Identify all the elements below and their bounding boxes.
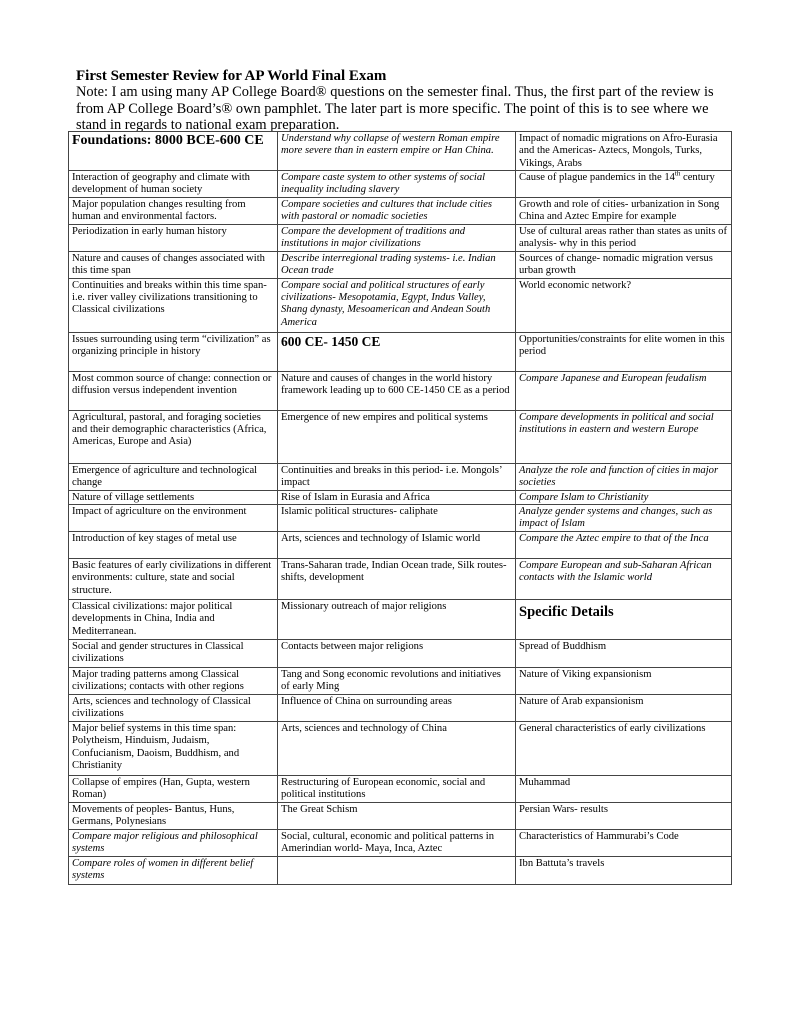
table-row (69, 600, 732, 640)
table-cell: Describe interregional trading systems- i.e. Indian Ocean trade (278, 251, 516, 278)
table-cell: Collapse of empires (Han, Gupta, western Roman) (69, 776, 278, 803)
table-row (69, 803, 732, 830)
table-cell: Compare caste system to other systems of social inequality including slavery (278, 170, 516, 197)
table-row (69, 332, 732, 371)
review-table (68, 131, 732, 885)
table-cell: Major belief systems in this time span: Polytheism, Hinduism, Judaism, Confucianism, Daoism, Buddhism, and Christianity (69, 722, 278, 776)
table-row (69, 505, 732, 532)
table-cell: Agricultural, pastoral, and foraging societies and their demographic characteristics (Africa, Americas, Europe and Asia) (69, 410, 278, 463)
table-cell: Major trading patterns among Classical civilizations; contacts with other regions (69, 668, 278, 695)
table-cell: Missionary outreach of major religions (278, 600, 516, 640)
table-cell: Nature of Viking expansionism (516, 668, 732, 695)
table-cell: Ibn Battuta’s travels (516, 857, 732, 885)
table-cell: World economic network? (516, 278, 732, 332)
table-cell: Analyze the role and function of cities in major societies (516, 463, 732, 490)
intro-note: Note: I am using many AP College Board® questions on the semester final. Thus, the first part of the review is from AP College Board’s® own pamphlet. The later part is more specific. The point of this is to see where we stand in regards to national exam preparation. (76, 84, 714, 133)
table-cell: Muhammad (516, 776, 732, 803)
table-cell: Understand why collapse of western Roman empire more severe than in eastern empire or Han China. (278, 132, 516, 171)
table-cell: Introduction of key stages of metal use (69, 532, 278, 559)
table-row (69, 371, 732, 410)
table-row (69, 668, 732, 695)
table-row (69, 559, 732, 600)
table-cell: Compare Islam to Christianity (516, 490, 732, 504)
table-row (69, 640, 732, 668)
table-cell: Impact of nomadic migrations on Afro-Eurasia and the Americas- Aztecs, Mongols, Turks, Vikings, Arabs (516, 132, 732, 171)
table-cell: Social, cultural, economic and political patterns in Amerindian world- Maya, Inca, Aztec (278, 830, 516, 857)
table-cell: Compare developments in political and social institutions in eastern and western Europe (516, 410, 732, 463)
table-cell: Trans-Saharan trade, Indian Ocean trade, Silk routes- shifts, development (278, 559, 516, 600)
table-row (69, 132, 732, 171)
table-row (69, 251, 732, 278)
table-cell: Impact of agriculture on the environment (69, 505, 278, 532)
table-cell: Emergence of agriculture and technological change (69, 463, 278, 490)
table-cell: Compare Japanese and European feudalism (516, 371, 732, 410)
table-cell: Cause of plague pandemics in the 14th century (516, 170, 732, 197)
table-cell: Growth and role of cities- urbanization in Song China and Aztec Empire for example (516, 197, 732, 224)
table-cell: The Great Schism (278, 803, 516, 830)
table-cell: Spread of Buddhism (516, 640, 732, 668)
table-cell: Restructuring of European economic, social and political institutions (278, 776, 516, 803)
table-cell: Most common source of change: connection or diffusion versus independent invention (69, 371, 278, 410)
table-row (69, 197, 732, 224)
table-cell: Classical civilizations: major political developments in China, India and Mediterranean. (69, 600, 278, 640)
page-title: First Semester Review for AP World Final Exam (76, 68, 387, 84)
table-cell: Compare roles of women in different belief systems (69, 857, 278, 885)
section-heading-specific-details: Specific Details (516, 600, 732, 640)
table-cell: Emergence of new empires and political systems (278, 410, 516, 463)
table-cell: Compare the Aztec empire to that of the Inca (516, 532, 732, 559)
table-cell: Influence of China on surrounding areas (278, 695, 516, 722)
table-cell: Rise of Islam in Eurasia and Africa (278, 490, 516, 504)
table-cell: Continuities and breaks in this period- i.e. Mongols’ impact (278, 463, 516, 490)
table-row (69, 224, 732, 251)
table-row (69, 410, 732, 463)
table-cell: Nature and causes of changes associated with this time span (69, 251, 278, 278)
table-cell: Nature of village settlements (69, 490, 278, 504)
table-cell: Characteristics of Hammurabi’s Code (516, 830, 732, 857)
table-cell: Use of cultural areas rather than states as units of analysis- why in this period (516, 224, 732, 251)
table-row (69, 695, 732, 722)
table-cell: Nature of Arab expansionism (516, 695, 732, 722)
table-cell: Compare societies and cultures that include cities with pastoral or nomadic societies (278, 197, 516, 224)
table-cell: Tang and Song economic revolutions and initiatives of early Ming (278, 668, 516, 695)
table-row (69, 278, 732, 332)
table-cell (278, 857, 516, 885)
table-row (69, 532, 732, 559)
section-heading-foundations: Foundations: 8000 BCE-600 CE (69, 132, 278, 171)
table-cell: Arts, sciences and technology of Classical civilizations (69, 695, 278, 722)
table-cell: Arts, sciences and technology of China (278, 722, 516, 776)
table-cell: Continuities and breaks within this time span- i.e. river valley civilizations transitioning to Classical civilizations (69, 278, 278, 332)
table-row (69, 857, 732, 885)
table-cell: Nature and causes of changes in the world history framework leading up to 600 CE-1450 CE as a period (278, 371, 516, 410)
table-row (69, 722, 732, 776)
table-cell: Movements of peoples- Bantus, Huns, Germans, Polynesians (69, 803, 278, 830)
table-cell: Compare major religious and philosophical systems (69, 830, 278, 857)
table-cell: Basic features of early civilizations in different environments: culture, state and social structure. (69, 559, 278, 600)
table-cell: Opportunities/constraints for elite women in this period (516, 332, 732, 371)
table-cell: Issues surrounding using term “civilization” as organizing principle in history (69, 332, 278, 371)
table-row (69, 490, 732, 504)
table-cell: Islamic political structures- caliphate (278, 505, 516, 532)
table-cell: Compare European and sub-Saharan African contacts with the Islamic world (516, 559, 732, 600)
table-row (69, 830, 732, 857)
section-heading-600-1450: 600 CE- 1450 CE (278, 332, 516, 371)
table-cell: Persian Wars- results (516, 803, 732, 830)
table-cell: Arts, sciences and technology of Islamic world (278, 532, 516, 559)
table-row (69, 170, 732, 197)
table-cell: Major population changes resulting from human and environmental factors. (69, 197, 278, 224)
table-cell: General characteristics of early civilizations (516, 722, 732, 776)
table-cell: Compare social and political structures of early civilizations- Mesopotamia, Egypt, Indus Valley, Shang dynasty, Mesoamerican and Andean South America (278, 278, 516, 332)
table-cell: Social and gender structures in Classical civilizations (69, 640, 278, 668)
table-cell: Compare the development of traditions and institutions in major civilizations (278, 224, 516, 251)
table-cell: Sources of change- nomadic migration versus urban growth (516, 251, 732, 278)
table-cell: Contacts between major religions (278, 640, 516, 668)
table-row (69, 463, 732, 490)
table-cell: Interaction of geography and climate with development of human society (69, 170, 278, 197)
table-row (69, 776, 732, 803)
table-cell: Periodization in early human history (69, 224, 278, 251)
table-cell: Analyze gender systems and changes, such as impact of Islam (516, 505, 732, 532)
